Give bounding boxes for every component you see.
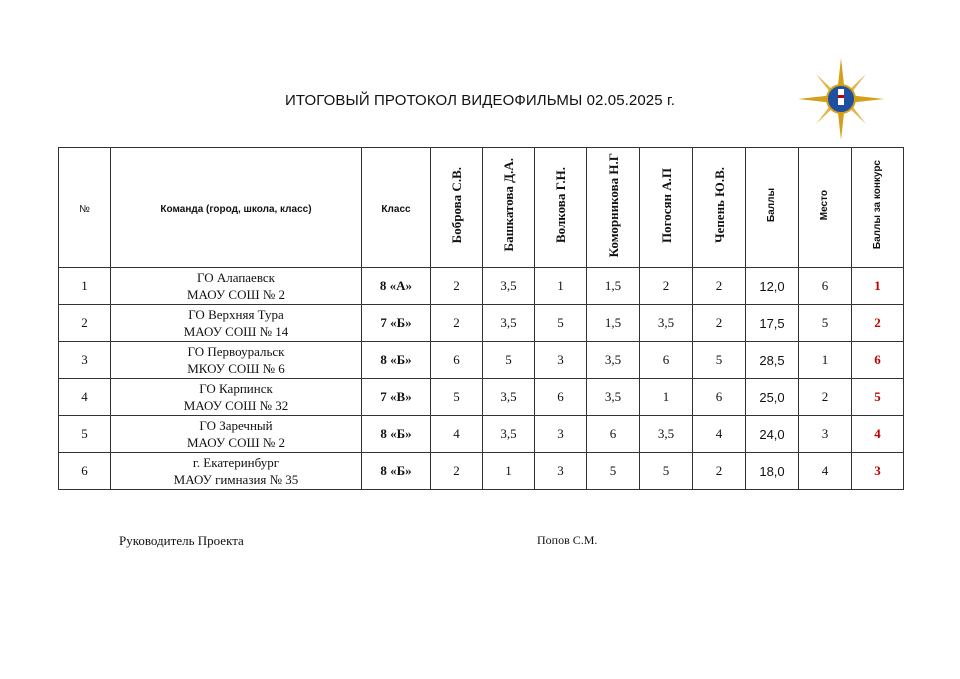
judge-score: 3 bbox=[535, 416, 587, 453]
logo-stripe bbox=[838, 95, 844, 98]
row-number: 2 bbox=[59, 305, 111, 342]
class-cell: 8 «Б» bbox=[362, 453, 431, 490]
results-table bbox=[58, 147, 904, 490]
compass-star-logo-icon bbox=[796, 56, 886, 142]
header-num bbox=[59, 148, 111, 268]
header-class bbox=[362, 148, 431, 268]
judge-name: Погосян А.П bbox=[658, 167, 674, 243]
contest-points: 5 bbox=[852, 379, 904, 416]
judge-score: 2 bbox=[693, 268, 746, 305]
judge-score: 1 bbox=[535, 268, 587, 305]
judge-score: 4 bbox=[693, 416, 746, 453]
header-judge-3 bbox=[535, 148, 587, 268]
judge-score: 1 bbox=[483, 453, 535, 490]
team-city: ГО Алапаевск bbox=[197, 270, 275, 285]
header-judge-4 bbox=[587, 148, 640, 268]
header-place bbox=[799, 148, 852, 268]
class-cell: 7 «Б» bbox=[362, 305, 431, 342]
team-school: МАОУ гимназия № 35 bbox=[173, 472, 299, 487]
judge-score: 2 bbox=[431, 453, 483, 490]
contest-points: 3 bbox=[852, 453, 904, 490]
team-city: ГО Карпинск bbox=[199, 381, 273, 396]
team-cell bbox=[111, 416, 362, 453]
judge-score: 1,5 bbox=[587, 268, 640, 305]
total-score: 28,5 bbox=[746, 342, 799, 379]
team-cell bbox=[111, 379, 362, 416]
judge-score: 3,5 bbox=[640, 305, 693, 342]
class-cell: 7 «В» bbox=[362, 379, 431, 416]
team-city: ГО Верхняя Тура bbox=[188, 307, 284, 322]
place-cell: 4 bbox=[799, 453, 852, 490]
total-score: 12,0 bbox=[746, 268, 799, 305]
table-row bbox=[59, 416, 904, 453]
total-score: 17,5 bbox=[746, 305, 799, 342]
total-score: 18,0 bbox=[746, 453, 799, 490]
row-number: 1 bbox=[59, 268, 111, 305]
header-row bbox=[59, 148, 904, 268]
total-score: 24,0 bbox=[746, 416, 799, 453]
team-school: МАОУ СОШ № 2 bbox=[187, 435, 285, 450]
judge-score: 6 bbox=[640, 342, 693, 379]
total-score: 25,0 bbox=[746, 379, 799, 416]
header-judge-1 bbox=[431, 148, 483, 268]
row-number: 6 bbox=[59, 453, 111, 490]
judge-score: 5 bbox=[640, 453, 693, 490]
judge-score: 2 bbox=[431, 305, 483, 342]
judge-score: 5 bbox=[693, 342, 746, 379]
table-row bbox=[59, 268, 904, 305]
judge-score: 6 bbox=[431, 342, 483, 379]
team-school: МАОУ СОШ № 32 bbox=[183, 398, 289, 413]
judge-name: Коморникова Н.Г bbox=[605, 152, 621, 258]
header-total-label: Баллы bbox=[766, 188, 777, 222]
header-contest-points-label: Баллы за конкурс bbox=[871, 160, 883, 250]
judge-score: 3,5 bbox=[483, 416, 535, 453]
judge-score: 3 bbox=[535, 342, 587, 379]
judge-score: 5 bbox=[431, 379, 483, 416]
judge-score: 1 bbox=[640, 379, 693, 416]
place-cell: 3 bbox=[799, 416, 852, 453]
team-city: ГО Первоуральск bbox=[187, 344, 285, 359]
contest-points: 2 bbox=[852, 305, 904, 342]
class-cell: 8 «А» bbox=[362, 268, 431, 305]
row-number: 4 bbox=[59, 379, 111, 416]
signature-name: Попов С.М. bbox=[537, 533, 598, 547]
judge-score: 6 bbox=[535, 379, 587, 416]
judge-score: 1,5 bbox=[587, 305, 640, 342]
table-row bbox=[59, 379, 904, 416]
row-number: 3 bbox=[59, 342, 111, 379]
judge-score: 3,5 bbox=[483, 305, 535, 342]
header-judge-6 bbox=[693, 148, 746, 268]
contest-points: 4 bbox=[852, 416, 904, 453]
judge-score: 6 bbox=[693, 379, 746, 416]
judge-score: 2 bbox=[693, 453, 746, 490]
team-school: МАОУ СОШ № 14 bbox=[183, 324, 289, 339]
header-place-label: Место bbox=[819, 189, 830, 221]
page-title: ИТОГОВЫЙ ПРОТОКОЛ ВИДЕОФИЛЬМЫ 02.05.2025 г. bbox=[285, 92, 675, 109]
contest-points: 1 bbox=[852, 268, 904, 305]
team-city: г. Екатеринбург bbox=[192, 455, 280, 470]
team-cell bbox=[111, 268, 362, 305]
judge-name: Боброва С.В. bbox=[449, 166, 464, 244]
team-school: МКОУ СОШ № 6 bbox=[187, 361, 285, 376]
contest-points: 6 bbox=[852, 342, 904, 379]
team-city: ГО Заречный bbox=[199, 418, 273, 433]
place-cell: 2 bbox=[799, 379, 852, 416]
judge-score: 5 bbox=[535, 305, 587, 342]
header-num-label: № bbox=[79, 203, 90, 215]
team-cell bbox=[111, 305, 362, 342]
signature-role: Руководитель Проекта bbox=[119, 533, 244, 548]
judge-score: 5 bbox=[587, 453, 640, 490]
table-row bbox=[59, 305, 904, 342]
header-contest-points bbox=[852, 148, 904, 268]
header-judge-5 bbox=[640, 148, 693, 268]
judge-name: Башкатова Д.А. bbox=[501, 158, 516, 252]
team-cell bbox=[111, 453, 362, 490]
team-school: МАОУ СОШ № 2 bbox=[187, 287, 285, 302]
team-cell bbox=[111, 342, 362, 379]
class-cell: 8 «Б» bbox=[362, 416, 431, 453]
judge-score: 6 bbox=[587, 416, 640, 453]
judge-name: Волкова Г.Н. bbox=[553, 167, 568, 243]
judge-score: 3,5 bbox=[587, 379, 640, 416]
header-class-label: Класс bbox=[381, 203, 411, 215]
header-team bbox=[111, 148, 362, 268]
judge-score: 3,5 bbox=[640, 416, 693, 453]
table-row bbox=[59, 453, 904, 490]
judge-score: 5 bbox=[483, 342, 535, 379]
header-judge-2 bbox=[483, 148, 535, 268]
judge-score: 2 bbox=[640, 268, 693, 305]
row-number: 5 bbox=[59, 416, 111, 453]
judge-score: 3,5 bbox=[483, 268, 535, 305]
judge-score: 3,5 bbox=[483, 379, 535, 416]
table-row bbox=[59, 342, 904, 379]
judge-score: 4 bbox=[431, 416, 483, 453]
header-team-label: Команда (город, школа, класс) bbox=[160, 203, 312, 215]
judge-score: 3 bbox=[535, 453, 587, 490]
class-cell: 8 «Б» bbox=[362, 342, 431, 379]
judge-name: Чепень Ю.В. bbox=[711, 167, 727, 243]
place-cell: 6 bbox=[799, 268, 852, 305]
judge-score: 2 bbox=[693, 305, 746, 342]
header-total bbox=[746, 148, 799, 268]
judge-score: 2 bbox=[431, 268, 483, 305]
place-cell: 1 bbox=[799, 342, 852, 379]
judge-score: 3,5 bbox=[587, 342, 640, 379]
place-cell: 5 bbox=[799, 305, 852, 342]
